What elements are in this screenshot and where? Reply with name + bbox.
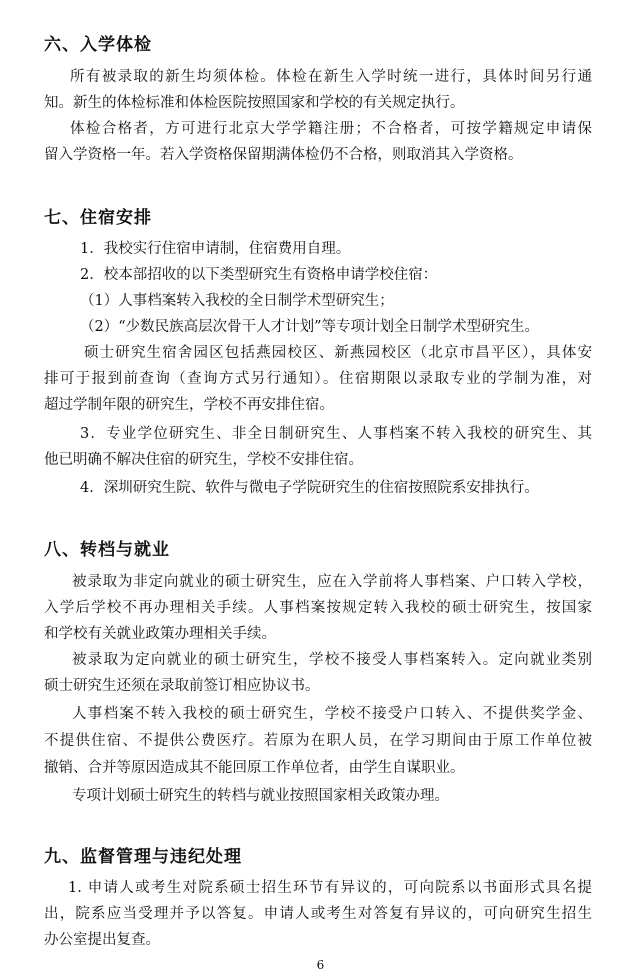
list-item: 1. 申请人或考生对院系硕士招生环节有异议的，可向院系以书面形式具名提 bbox=[68, 880, 592, 896]
paragraph-line: 硕士研究生宿舍园区包括燕园校区、新燕园校区（北京市昌平区），具体安 bbox=[84, 345, 592, 361]
section-heading: 七、住宿安排 bbox=[44, 208, 152, 228]
paragraph-line: 专项计划硕士研究生的转档与就业按照国家相关政策办理。 bbox=[72, 788, 449, 804]
paragraph-line: 排可于报到前查询（查询方式另行通知）。住宿期限以录取专业的学制为准，对 bbox=[44, 371, 592, 387]
list-item: （1）人事档案转入我校的全日制学术型研究生； bbox=[80, 293, 394, 309]
paragraph-line: 体检合格者，方可进行北京大学学籍注册；不合格者，可按学籍规定申请保 bbox=[70, 121, 592, 137]
section-heading: 六、入学体检 bbox=[44, 35, 152, 55]
list-item: （2）“少数民族高层次骨干人才计划”等专项计划全日制学术型研究生。 bbox=[80, 319, 540, 335]
list-item: 1．我校实行住宿申请制，住宿费用自理。 bbox=[80, 241, 351, 257]
paragraph-line: 和学校有关就业政策办理相关手续。 bbox=[44, 626, 276, 642]
paragraph-line: 知。新生的体检标准和体检医院按照国家和学校的有关规定执行。 bbox=[44, 95, 465, 111]
paragraph-line: 所有被录取的新生均须体检。体检在新生入学时统一进行，具体时间另行通 bbox=[70, 69, 592, 85]
paragraph-line: 被录取为非定向就业的硕士研究生，应在入学前将人事档案、户口转入学校， bbox=[72, 574, 592, 590]
paragraph-line: 入学后学校不再办理相关手续。人事档案按规定转入我校的硕士研究生，按国家 bbox=[44, 600, 592, 616]
list-item: 4．深圳研究生院、软件与微电子学院研究生的住宿按照院系安排执行。 bbox=[80, 480, 539, 496]
paragraph-line: 不提供住宿、不提供公费医疗。若原为在职人员，在学习期间由于原工作单位被 bbox=[44, 733, 592, 749]
paragraph-line: 办公室提出复查。 bbox=[44, 932, 160, 948]
section-heading: 九、监督管理与违纪处理 bbox=[44, 847, 242, 867]
list-item: 3．专业学位研究生、非全日制研究生、人事档案不转入我校的研究生、其 bbox=[80, 426, 592, 442]
paragraph-line: 被录取为定向就业的硕士研究生，学校不接受人事档案转入。定向就业类别 bbox=[72, 652, 592, 668]
section-heading: 八、转档与就业 bbox=[44, 540, 170, 560]
paragraph-line: 出，院系应当受理并予以答复。申请人或考生对答复有异议的，可向研究生招生 bbox=[44, 906, 592, 922]
page-number: 6 bbox=[316, 958, 325, 972]
paragraph-line: 撤销、合并等原因造成其不能回原工作单位者，由学生自谋职业。 bbox=[44, 760, 465, 776]
list-item: 2．校本部招收的以下类型研究生有资格申请学校住宿： bbox=[80, 267, 438, 283]
paragraph-line: 硕士研究生还须在录取前签订相应协议书。 bbox=[44, 678, 320, 694]
paragraph-line: 超过学制年限的研究生，学校不再安排住宿。 bbox=[44, 397, 334, 413]
paragraph-line: 人事档案不转入我校的硕士研究生，学校不接受户口转入、不提供奖学金、 bbox=[72, 706, 592, 722]
paragraph-line: 留入学资格一年。若入学资格保留期满体检仍不合格，则取消其入学资格。 bbox=[44, 147, 523, 163]
paragraph-line: 他已明确不解决住宿的研究生，学校不安排住宿。 bbox=[44, 452, 363, 468]
